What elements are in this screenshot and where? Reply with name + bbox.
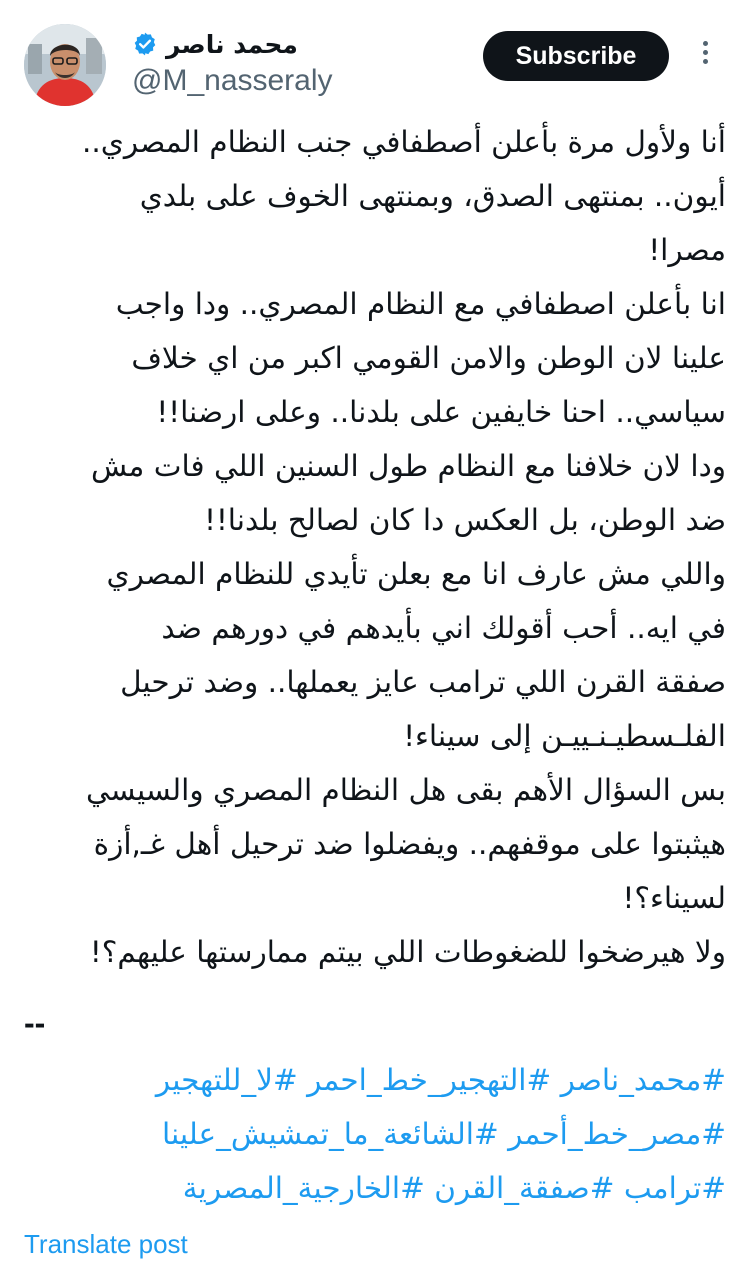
post-line: الفلـسطيـنـييـن إلى سيناء! <box>403 719 726 753</box>
more-options-icon[interactable] <box>695 38 715 74</box>
hashtag-block <box>20 1053 726 1215</box>
hashtag-line <box>20 1053 726 1107</box>
hashtag-link[interactable]: #الشائعة_ما_تمشيش_علينا <box>161 1117 499 1151</box>
hashtag-link[interactable]: #مصر_خط_أحمر <box>508 1117 726 1151</box>
translate-post-link[interactable]: Translate post <box>24 1229 188 1259</box>
hashtag-link[interactable]: #الخارجية_المصرية <box>182 1171 425 1205</box>
post-text <box>20 115 726 979</box>
post-line: أيون.. بمنتهى الصدق، وبمنتهى الخوف على بلدي <box>139 179 726 213</box>
more-dot <box>703 59 708 64</box>
post-separator: -- <box>24 1005 46 1041</box>
post-line: صفقة القرن اللي ترامب عايز يعملها.. وضد ترحيل <box>120 665 726 699</box>
subscribe-button[interactable]: Subscribe <box>483 31 669 81</box>
more-dot <box>703 50 708 55</box>
hashtag-link[interactable]: #ترامب <box>623 1171 726 1205</box>
post-line: ودا لان خلافنا مع النظام طول السنين اللي فات مش <box>90 449 726 483</box>
post-line: بس السؤال الأهم بقى هل النظام المصري والسيسي <box>86 773 726 807</box>
post-line: ولا هيرضخوا للضغوطات اللي بيتم ممارستها عليهم؟! <box>89 935 726 969</box>
display-name[interactable]: محمد ناصر <box>166 29 298 59</box>
post-header <box>0 0 744 120</box>
display-name-row[interactable] <box>132 26 392 62</box>
hashtag-link[interactable]: #التهجير_خط_احمر <box>307 1063 552 1097</box>
avatar[interactable] <box>24 24 106 106</box>
verified-badge-icon <box>132 31 158 57</box>
more-dot <box>703 41 708 46</box>
post-line: أنا ولأول مرة بأعلن أصطفافي جنب النظام المصري.. <box>82 125 726 159</box>
post-line: علينا لان الوطن والامن القومي اكبر من اي خلاف <box>131 341 726 375</box>
post-line: سياسي.. احنا خايفين على بلدنا.. وعلى ارضنا!! <box>156 395 726 429</box>
user-handle[interactable]: @M_nasseraly <box>132 64 333 97</box>
hashtag-line <box>20 1161 726 1215</box>
hashtag-link[interactable]: #لا_للتهجير <box>155 1063 298 1097</box>
hashtag-link[interactable]: #صفقة_القرن <box>434 1171 615 1205</box>
post-line: مصرا! <box>648 233 726 267</box>
post-line: واللي مش عارف انا مع بعلن تأيدي للنظام المصري <box>106 557 726 591</box>
post-line: في ايه.. أحب أقولك اني بأيدهم في دورهم ضد <box>161 611 726 645</box>
avatar-photo-icon <box>24 24 106 106</box>
hashtag-link[interactable]: #محمد_ناصر <box>560 1063 726 1097</box>
post-line: انا بأعلن اصطفافي مع النظام المصري.. ودا واجب <box>115 287 726 321</box>
post-line: ضد الوطن، بل العكس دا كان لصالح بلدنا!! <box>204 503 726 537</box>
author-info <box>132 26 392 98</box>
post-line: هيثبتوا على موقفهم.. ويفضلوا ضد ترحيل أهل غـ,أزة <box>93 827 726 861</box>
hashtag-line <box>20 1107 726 1161</box>
post-line: لسيناء؟! <box>622 881 726 915</box>
